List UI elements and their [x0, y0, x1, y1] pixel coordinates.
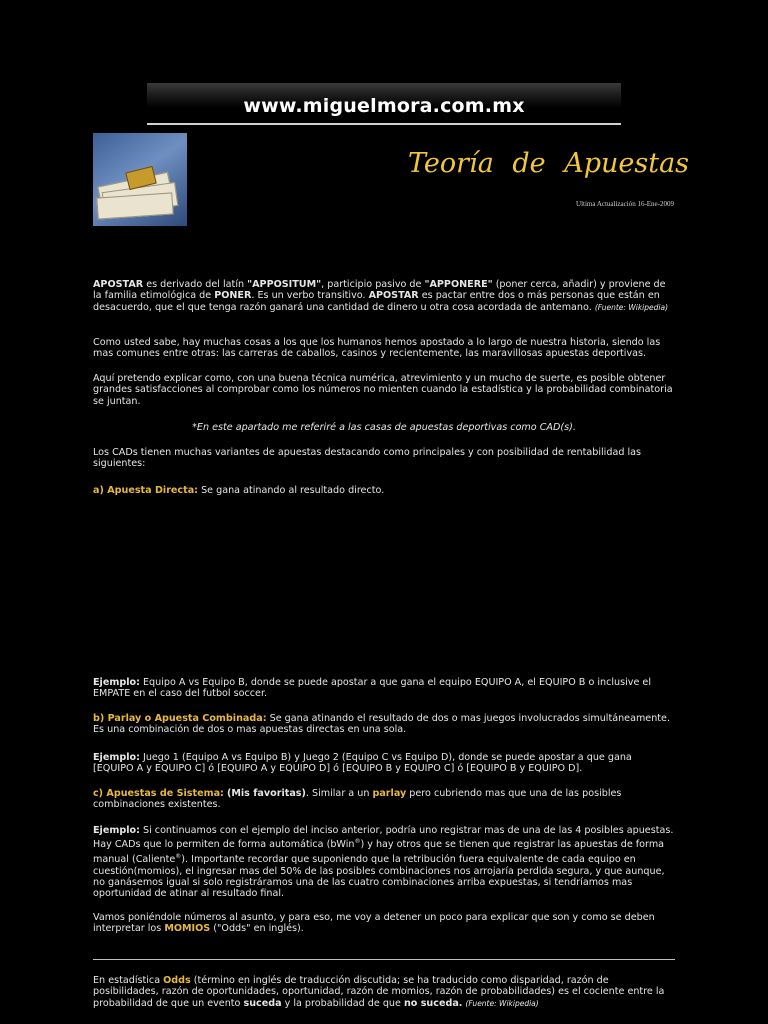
paragraph-odds-intro: Vamos poniéndole números al asunto, y para eso, me voy a detener un poco para explicar que son y como se deben interpretar los MOMIOS ("Odds" en inglés). — [93, 912, 655, 935]
bet-type-direct: a) Apuesta Directa: Se gana atinando al resultado directo. — [93, 485, 385, 496]
cad-note: *En este apartado me referiré a las casas de apuestas deportivas como CAD(s). — [192, 422, 576, 433]
paragraph-variants: Los CADs tienen muchas variantes de apuestas destacando como principales y con posibilidad de rentabilidad las siguientes: — [93, 447, 642, 470]
example-direct: Ejemplo: Equipo A vs Equipo B, donde se puede apostar a que gana el equipo EQUIPO A, el EQUIPO B o inclusive el EMPATE en el caso del futbol soccer. — [93, 677, 651, 700]
intro-paragraph: APOSTAR es derivado del latín "APPOSITUM", participio pasivo de "APPONERE" (poner cerca, añadir) y proviene de la familia etimológica de PONER. Es un verbo transitivo. APOSTAR es pactar entre dos o más personas que están en desacuerdo, que el que tenga razón ganará una cantidad de dinero u otra cosa acordada de antemano. (Fuente: Wikipedia) — [93, 279, 669, 313]
source-note: (Fuente: Wikipedia) — [594, 302, 669, 312]
paragraph-odds-definition: En estadística Odds (término en inglés de traducción discutida; se ha traducido como disparidad, razón de posibilidades, razón de oportunidades, oportunidad, razón de momios, razón de probabilidades) es el cociente entre la probabilidad de que un evento suceda y la probabilidad de que no suceda. (Fuente: Wikipedia) — [93, 975, 665, 1009]
last-updated: Ultima Actualización 16-Ene-2009 — [576, 200, 674, 208]
divider — [93, 959, 675, 960]
site-url[interactable]: www.miguelmora.com.mx — [243, 95, 525, 117]
money-image — [93, 133, 187, 226]
bet-type-parlay: b) Parlay o Apuesta Combinada: Se gana atinando el resultado de dos o mas juegos involucrados simultáneamente. Es una combinación de dos o mas apuestas directas en una sola. — [93, 713, 670, 736]
page-title: Teoría de Apuestas — [408, 148, 690, 179]
example-system: Ejemplo: Si continuamos con el ejemplo del inciso anterior, podría uno registrar mas de una de las 4 posibles apuestas. Hay CADs que lo permiten de forma automática (bWin®) y hay otros que se tienen que registrar las apuestas de forma manual (Caliente®). Importante recordar que suponiendo que la retribución fuera equivalente de cada equipo en cuestión(momios), el ingresar mas del 50% de las posibles combinaciones nos arrojaría perdida segura, y que aunque, no ganásemos igual si solo registráramos una de las cuatro combinaciones arriba expuestas, si tendríamos mas oportunidad de atinar al resultado final. — [93, 825, 674, 900]
paragraph-technique: Aquí pretendo explicar como, con una buena técnica numérica, atrevimiento y un mucho de suerte, es posible obtener grandes satisfacciones al comprobar como los números no mienten cuando la estadística y la probabilidad combinatoria se juntan. — [93, 373, 673, 407]
bet-type-system: c) Apuestas de Sistema: (Mis favoritas). Similar a un parlay pero cubriendo mas que una de las posibles combinaciones existentes. — [93, 788, 622, 811]
site-banner[interactable] — [147, 83, 621, 125]
example-parlay: Ejemplo: Juego 1 (Equipo A vs Equipo B) y Juego 2 (Equipo C vs Equipo D), donde se puede apostar a que gana [EQUIPO A y EQUIPO C] ó [EQUIPO A y EQUIPO D] ó [EQUIPO B y EQUIPO C] ó [EQUIPO B y EQUIPO D]. — [93, 752, 632, 775]
paragraph-history: Como usted sabe, hay muchas cosas a los que los humanos hemos apostado a lo largo de nuestra historia, siendo las mas comunes entre otras: las carreras de caballos, casinos y recientemente, las maravillosas apuestas deportivas. — [93, 337, 661, 360]
